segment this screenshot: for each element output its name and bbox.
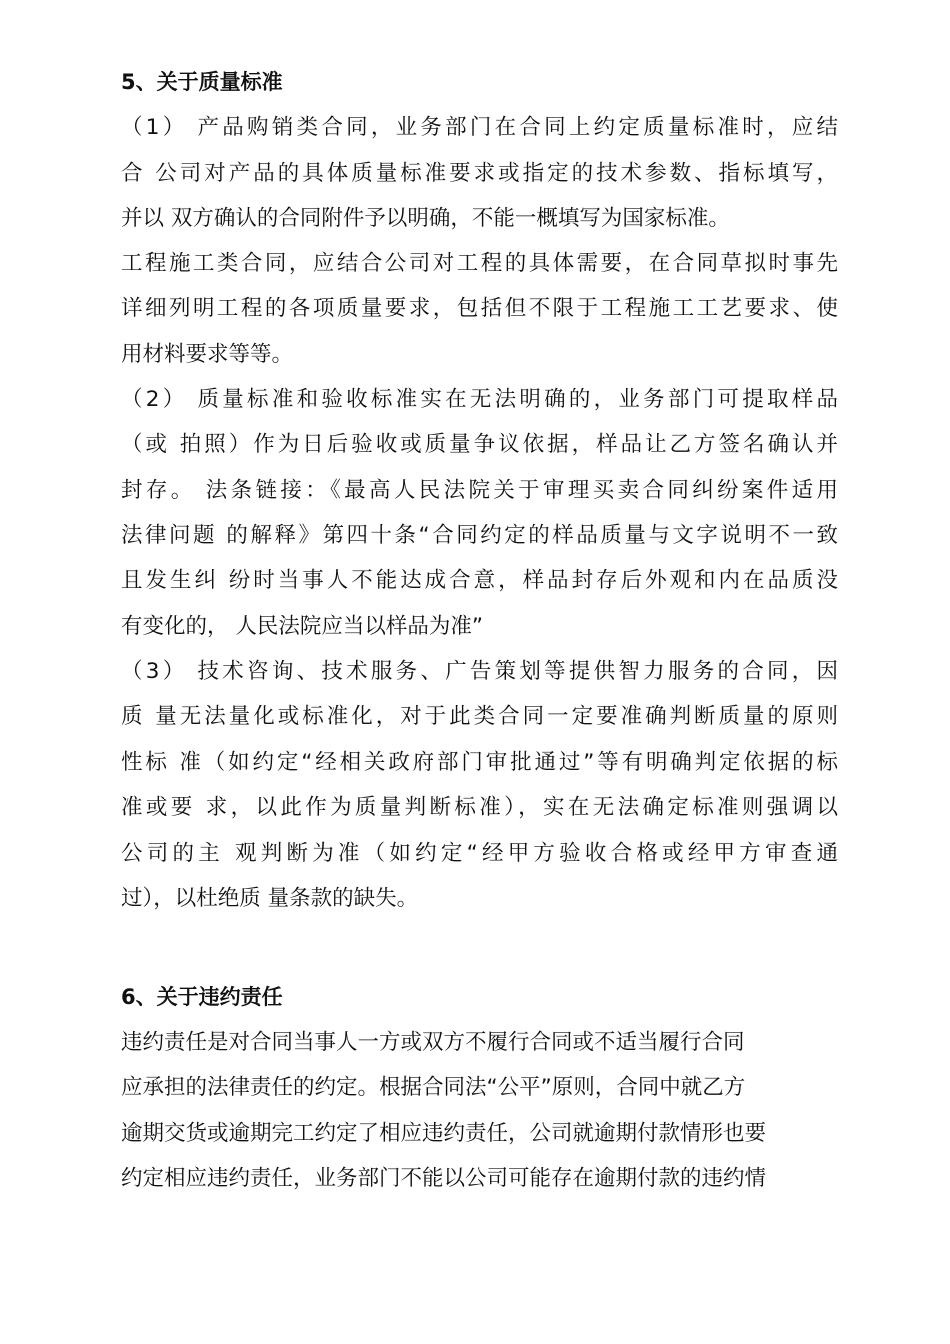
section-5-line-17: 公司的主 观判断为准（如约定“经甲方验收合格或经甲方审查通 — [121, 841, 838, 866]
section-5-line-2: 合 公司对产品的具体质量标准要求或指定的技术参数、指标填写， — [121, 161, 838, 186]
section-5-line-8: （或 拍照）作为日后验收或质量争议依据，样品让乙方签名确认并 — [121, 432, 838, 457]
section-6-line-4: 约定相应违约责任，业务部门不能以公司可能存在逾期付款的违约情 — [121, 1166, 767, 1191]
section-6-line-1: 违约责任是对合同当事人一方或双方不履行合同或不适当履行合同 — [121, 1030, 745, 1055]
section-5-line-10: 法律问题 的解释》第四十条“合同约定的样品质量与文字说明不一致 — [121, 523, 838, 548]
section-5-line-7: （2） 质量标准和验收标准实在无法明确的，业务部门可提取样品 — [121, 387, 838, 412]
section-6-line-3: 逾期交货或逾期完工约定了相应违约责任，公司就逾期付款情形也要 — [121, 1121, 767, 1146]
section-5-line-13: （3） 技术咨询、技术服务、广告策划等提供智力服务的合同，因 — [121, 659, 838, 684]
section-5-line-5: 详细列明工程的各项质量要求，包括但不限于工程施工工艺要求、使 — [121, 296, 838, 321]
section-5-line-16: 准或要 求，以此作为质量判断标准），实在无法确定标准则强调以 — [121, 795, 838, 820]
section-5-line-14: 质 量无法量化或标准化，对于此类合同一定要准确判断质量的原则 — [121, 704, 838, 729]
section-5-line-18: 过），以杜绝质 量条款的缺失。 — [121, 886, 419, 911]
section-6-heading: 6、关于违约责任 — [121, 985, 283, 1009]
section-5-line-11: 且发生纠 纷时当事人不能达成合意，样品封存后外观和内在品质没 — [121, 568, 838, 593]
section-5-heading: 5、关于质量标准 — [121, 70, 283, 94]
section-6-line-2: 应承担的法律责任的约定。根据合同法“公平”原则，合同中就乙方 — [121, 1075, 746, 1100]
section-5-line-15: 性标 准（如约定“经相关政府部门审批通过”等有明确判定依据的标 — [121, 750, 838, 775]
section-5-line-9: 封存。 法条链接：《最高人民法院关于审理买卖合同纠纷案件适用 — [121, 478, 838, 503]
section-5-line-3: 并以 双方确认的合同附件予以明确，不能一概填写为国家标准。 — [121, 206, 730, 231]
section-5-line-6: 用材料要求等等。 — [121, 342, 294, 367]
section-5-line-12: 有变化的， 人民法院应当以样品为准” — [121, 614, 483, 639]
section-5-line-4: 工程施工类合同，应结合公司对工程的具体需要，在合同草拟时事先 — [121, 251, 838, 276]
section-5-line-1: （1） 产品购销类合同，业务部门在合同上约定质量标准时，应结 — [121, 115, 838, 140]
